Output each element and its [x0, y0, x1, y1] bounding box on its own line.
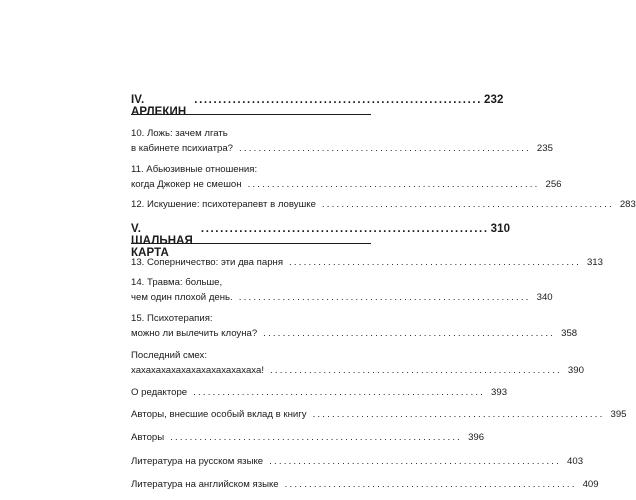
toc-entry-text: 13. Соперничество: эти два парня	[131, 256, 284, 268]
toc-entry-line	[131, 276, 371, 291]
table-of-contents	[131, 94, 636, 493]
toc-entry	[131, 163, 562, 192]
dot-leader: ............................................................	[200, 222, 489, 235]
toc-entry-line	[131, 163, 371, 178]
toc-entry-line	[131, 349, 371, 364]
toc-entry	[131, 276, 553, 305]
toc-entry-line	[131, 312, 371, 327]
toc-page-number: 358	[561, 327, 578, 339]
toc-entry-text: Литература на английском языке	[131, 479, 279, 490]
toc-entry-text: 11. Абьюзивные отношения:	[131, 164, 258, 175]
toc-entry-text: чем один плохой день.	[131, 291, 233, 303]
toc-page-number: 390	[567, 364, 584, 376]
toc-entry	[131, 312, 578, 341]
toc-entry	[131, 127, 553, 156]
dot-leader: ............................................................	[270, 364, 562, 376]
toc-page-number: 313	[586, 256, 603, 268]
part-heading	[131, 94, 504, 118]
dot-leader: ............................................................	[312, 408, 605, 420]
dot-leader: ............................................................	[247, 178, 540, 190]
toc-entry	[131, 478, 599, 493]
toc-entry-line	[131, 408, 627, 423]
toc-entry-line	[131, 256, 603, 271]
toc-entry-text: Литература на русском языке	[131, 455, 264, 467]
dot-leader: ............................................................	[263, 327, 556, 339]
toc-entry-text: Авторы	[131, 432, 165, 443]
toc-entry	[131, 431, 485, 446]
dot-leader: ............................................................	[321, 199, 614, 210]
toc-entry-text: 14. Травма: больше,	[131, 277, 223, 288]
toc-entry-text: 10. Ложь: зачем лгать	[131, 128, 228, 139]
toc-entry-line	[131, 142, 553, 157]
part-page-number: 310	[490, 222, 511, 235]
toc-entry-line	[131, 178, 562, 193]
toc-entry-text: Авторы, внесшие особый вклад в книгу	[131, 408, 307, 420]
part-title: IV. АРЛЕКИН	[131, 94, 187, 118]
toc-entry-text: в кабинете психиатра?	[131, 142, 233, 154]
toc-page-number: 409	[582, 479, 599, 490]
part-heading	[131, 222, 511, 259]
toc-page-number: 283	[619, 199, 636, 210]
toc-entry-line	[131, 198, 636, 213]
toc-entry-line	[131, 364, 584, 379]
toc-entry	[131, 455, 584, 470]
toc-entry	[131, 349, 584, 378]
toc-entry-text: О редакторе	[131, 387, 188, 398]
toc-entry-line	[131, 291, 553, 306]
toc-entry-line	[131, 127, 371, 142]
dot-leader: ............................................................	[238, 291, 531, 303]
toc-entry-line	[131, 478, 599, 493]
toc-entry-line	[131, 455, 584, 470]
dot-leader: ............................................................	[269, 455, 562, 467]
toc-page-number: 396	[468, 432, 485, 443]
toc-entry-text: 15. Психотерапия:	[131, 313, 213, 324]
toc-entry-text: хахахахахахахахахахахахаха!	[131, 364, 264, 376]
dot-leader: ............................................................	[284, 479, 577, 490]
dot-leader: ............................................................	[193, 387, 486, 398]
toc-entry	[131, 256, 603, 271]
toc-entry-line	[131, 327, 578, 342]
toc-page-number: 256	[545, 178, 562, 190]
toc-page-number: 395	[610, 408, 627, 420]
toc-entry	[131, 408, 627, 423]
toc-entry-text: Последний смех:	[131, 350, 208, 361]
toc-entry-text: 12. Искушение: психотерапевт в ловушке	[131, 199, 316, 210]
toc-entry	[131, 386, 508, 401]
part-page-number: 232	[484, 94, 504, 106]
toc-entry	[131, 198, 636, 213]
toc-entry-line	[131, 386, 508, 401]
part-title: V. ШАЛЬНАЯ КАРТА	[131, 222, 193, 259]
toc-page-number: 403	[567, 455, 584, 467]
toc-entry-line	[131, 431, 485, 446]
dot-leader: ............................................................	[289, 256, 581, 268]
toc-page-number: 393	[491, 387, 508, 398]
dot-leader: ............................................................	[194, 94, 482, 106]
toc-page-number: 340	[536, 291, 553, 303]
toc-page-number: 235	[536, 142, 553, 154]
toc-entry-text: когда Джокер не смешон	[131, 178, 242, 190]
dot-leader: ............................................................	[239, 142, 531, 154]
toc-entry-text: можно ли вылечить клоуна?	[131, 327, 258, 339]
dot-leader: ............................................................	[170, 432, 463, 443]
